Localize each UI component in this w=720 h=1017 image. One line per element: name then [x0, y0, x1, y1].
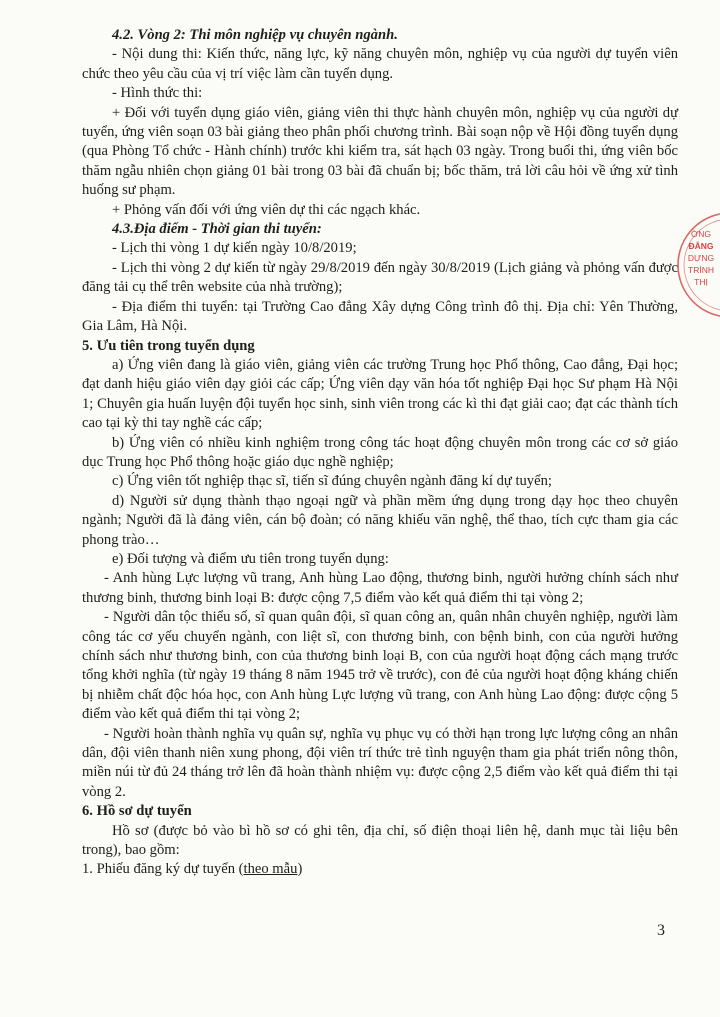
paragraph: d) Người sử dụng thành thạo ngoại ngữ và phần mềm ứng dụng trong dạy học theo chuyên ngành; Người đã là đảng viên, cán bộ đoàn; có năng khiếu văn nghệ, thể thao, tích cực tham gia các phong trào… [82, 492, 678, 548]
paragraph: + Đối với tuyển dụng giáo viên, giảng viên thi thực hành chuyên môn, nghiệp vụ của người dự tuyển, ứng viên soạn 03 bài giảng theo phân phối chương trình. Bài soạn nộp về Hội đồng tuyển dụng (qua Phòng Tổ chức - Hành chính) trước khi kiểm tra, sát hạch 03 ngày. Trong buổi thi, ứng viên bốc thăm ngẫu nhiên chọn giảng 01 bài trong 03 bài đã chuẩn bị; bốc thăm, trả lời câu hỏi về ứng xử tình huống sư phạm. [82, 104, 678, 199]
template-link[interactable]: theo mẫu [243, 861, 298, 878]
paragraph: 6. Hồ sơ dự tuyển [82, 803, 192, 820]
document-body [82, 26, 678, 880]
stamp-text: ỜNG ĐĂNG DỰNG TRÌNH THỊ [687, 229, 715, 287]
paragraph: 5. Ưu tiên trong tuyển dụng [82, 337, 255, 354]
paragraph: - Lịch thi vòng 2 dự kiến từ ngày 29/8/2019 đến ngày 30/8/2019 (Lịch giảng và phỏng vấn được đăng tải cụ thể trên website của nhà trường); [82, 259, 678, 296]
paragraph: - Địa điểm thi tuyển: tại Trường Cao đẳng Xây dựng Công trình đô thị. Địa chỉ: Yên Thường, Gia Lâm, Hà Nội. [82, 298, 678, 335]
paragraph: - Người dân tộc thiểu số, sĩ quan quân đội, sĩ quan công an, quân nhân chuyên nghiệp, người làm công tác cơ yếu chuyển ngành, con liệt sĩ, con thương binh, con bệnh binh, con của người hưởng chính sách như thương binh, con của thương binh loại B, con của người hoạt động cách mạng trước tổng khởi nghĩa (từ ngày 19 tháng 8 năm 1945 trở về trước), con đẻ của người hoạt động kháng chiến bị nhiễm chất độc hóa học, con Anh hùng Lực lượng vũ trang, con Anh hùng Lao động: được cộng 5 điểm vào kết quả điểm thi tại vòng 2; [82, 609, 678, 723]
paragraph: - Nội dung thi: Kiến thức, năng lực, kỹ năng chuyên môn, nghiệp vụ của người dự tuyển viên chức theo yêu cầu của vị trí việc làm cần tuyển dụng. [82, 46, 678, 82]
paragraph: c) Ứng viên tốt nghiệp thạc sĩ, tiến sĩ đúng chuyên ngành đăng kí dự tuyển; [112, 473, 552, 490]
paragraph: b) Ứng viên có nhiều kinh nghiệm trong công tác hoạt động chuyên môn trong các cơ sở giáo dục Trung học Phổ thông hoặc giáo dục nghề nghiệp; [82, 434, 678, 470]
list-item [82, 860, 678, 879]
paragraph: Hồ sơ (được bỏ vào bì hồ sơ có ghi tên, địa chỉ, số điện thoại liên hệ, danh mục tài liệu bên trong), bao gồm: [82, 822, 678, 859]
paragraph: + Phỏng vấn đối với ứng viên dự thi các ngạch khác. [112, 201, 421, 218]
official-stamp [668, 200, 720, 330]
paragraph: - Người hoàn thành nghĩa vụ quân sự, nghĩa vụ phục vụ có thời hạn trong lực lượng công an nhân dân, đội viên thanh niên xung phong, đội viên trí thức trẻ tình nguyện tham gia phát triển nông thôn, miền núi từ đủ 24 tháng trở lên đã hoàn thành nhiệm vụ: được cộng 2,5 điểm vào kết quả điểm thi tại vòng 2. [82, 725, 678, 800]
paragraph: e) Đối tượng và điểm ưu tiên trong tuyển dụng: [112, 550, 389, 567]
page-number: 3 [657, 922, 665, 939]
paragraph: 4.2. Vòng 2: Thi môn nghiệp vụ chuyên ngành. [112, 27, 398, 43]
paragraph: 4.3.Địa điểm - Thời gian thi tuyển: [112, 221, 322, 238]
paragraph: - Lịch thi vòng 1 dự kiến ngày 10/8/2019; [112, 240, 357, 257]
paragraph: - Hình thức thi: [112, 85, 203, 102]
list-item-text: 1. Phiếu đăng ký dự tuyển ( [82, 861, 244, 878]
paragraph: a) Ứng viên đang là giáo viên, giảng viên các trường Trung học Phổ thông, Cao đẳng, Đại học; đạt danh hiệu giáo viên dạy giỏi các cấp; Ứng viên dạy văn hóa tốt nghiệp Đại học Sư phạm Hà Nội 1; Chuyên gia huấn luyện đội tuyển học sinh, sinh viên trong các kì thi đạt giải cao; đạt các thành tích cao tại kỳ thi tay nghề các cấp; [82, 356, 678, 432]
paragraph: - Anh hùng Lực lượng vũ trang, Anh hùng Lao động, thương binh, người hưởng chính sách như thương binh, thương binh loại B: được cộng 7,5 điểm vào kết quả điểm thi tại vòng 2; [82, 570, 678, 606]
list-item-text: ) [297, 861, 303, 878]
